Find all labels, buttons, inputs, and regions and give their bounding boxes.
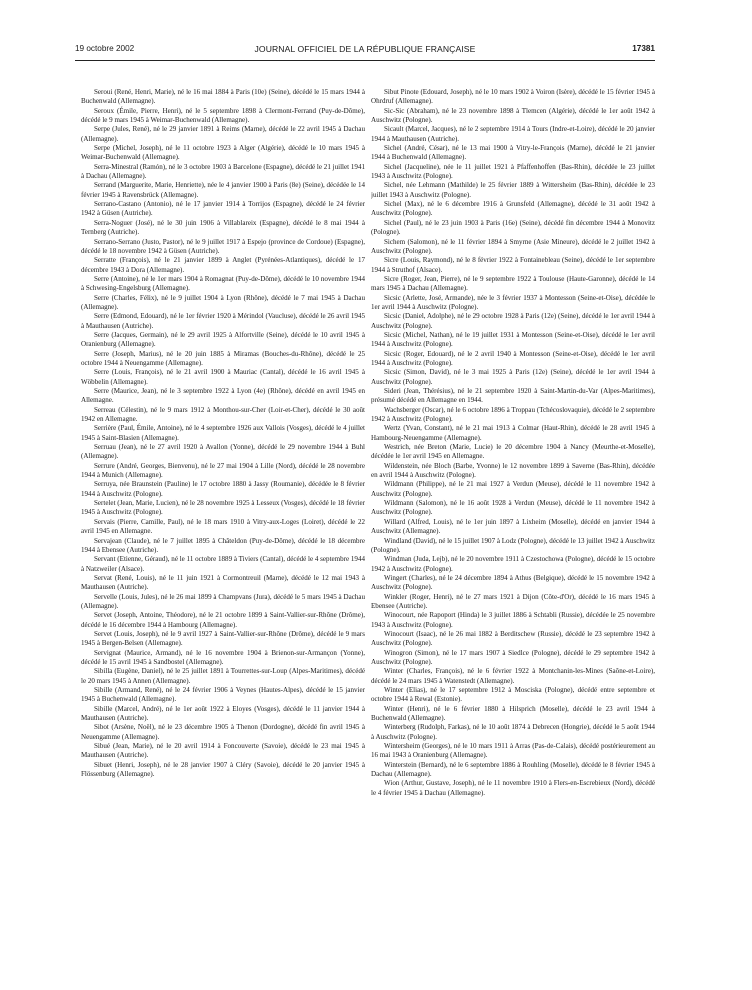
- register-entry: Sichel, née Lehmann (Mathilde) le 25 février 1889 à Wittersheim (Bas-Rhin), décédée le 23 juillet 1943 à Auschwitz (Pologne).: [371, 181, 655, 199]
- register-entry: Wachsberger (Oscar), né le 6 octobre 1896 à Troppau (Tchécoslovaquie), décédé le 2 septembre 1942 à Auschwitz (Pologne).: [371, 405, 655, 424]
- right-column: [371, 88, 655, 958]
- register-entry: Servignat (Maurice, Armand), né le 16 novembre 1904 à Brienon-sur-Armançon (Yonne), décédé le 15 avril 1945 à Sandbostel (Allemagne).: [81, 648, 365, 666]
- register-entry: Sibilla (Eugène, Daniel), né le 25 juillet 1891 à Tourrettes-sur-Loup (Alpes-Maritimes), décédé le 20 mars 1945 à Annen (Allemagne).: [81, 667, 365, 685]
- register-entry: Sichel (Jacqueline), née le 11 juillet 1921 à Pfaffenhoffen (Bas-Rhin), décédée le 23 juillet 1943 à Auschwitz (Pologne).: [371, 162, 655, 181]
- header-date: 19 octobre 2002: [75, 44, 135, 53]
- register-entry: Winogron (Simon), né le 17 mars 1907 à Siedlce (Pologne), décédé le 29 septembre 1942 à Auschwitz (Pologne).: [371, 648, 655, 666]
- register-entry: Wildmann (Philippe), né le 21 mai 1927 à Verdun (Meuse), décédé le 11 novembre 1942 à Auschwitz (Pologne).: [371, 480, 655, 498]
- register-entry: Winter (Elias), né le 17 septembre 1912 à Mosciska (Pologne), décédé entre septembre et octobre 1944 à Rewal (Estonie).: [371, 686, 655, 704]
- register-entry: Serre (Maurice, Jean), né le 3 septembre 1922 à Lyon (4e) (Rhône), décédé en avril 1945 en Allemagne.: [81, 387, 365, 405]
- register-entry: Serra-Noguer (José), né le 30 juin 1906 à Villablareix (Espagne), décédé le 8 mai 1944 à Ternberg (Autriche).: [81, 218, 365, 237]
- register-entry: Westrich, née Breton (Marie, Lucie) le 20 décembre 1904 à Nancy (Meurthe-et-Moselle), décédée le 1er avril 1945 en Allemagne.: [371, 443, 655, 461]
- register-entry: Sic-Sic (Abraham), né le 23 novembre 1898 à Tlemcen (Algérie), décédé le 1er août 1942 à Auschwitz (Pologne).: [371, 106, 655, 125]
- register-entry: Servant (Etienne, Géraud), né le 11 octobre 1889 à Tiviers (Cantal), décédé le 4 septembre 1944 à Natzweiler (Alsace).: [81, 555, 365, 573]
- register-entry: Serpe (Jules, René), né le 29 janvier 1891 à Reims (Marne), décédé le 22 avril 1945 à Dachau (Allemagne).: [81, 125, 365, 143]
- register-entry: Serruya, née Braunstein (Pauline) le 17 octobre 1880 à Jassy (Roumanie), décédée le 8 février 1944 à Auschwitz (Pologne).: [81, 480, 365, 498]
- register-entry: Winter (Henri), né le 6 février 1880 à Hilsprich (Moselle), décédé le 23 avril 1944 à Buchenwald (Allemagne).: [371, 704, 655, 723]
- register-entry: Wion (Arthur, Gustave, Joseph), né le 11 novembre 1910 à Flers-en-Escrebieux (Nord), décédé le 4 février 1945 à Dachau (Allemagne).: [371, 779, 655, 797]
- register-entry: Servelle (Louis, Jules), né le 26 mai 1899 à Champvans (Jura), décédé le 5 mars 1945 à Dachau (Allemagne).: [81, 592, 365, 610]
- register-entry: Sicre (Roger, Jean, Pierre), né le 9 septembre 1922 à Toulouse (Haute-Garonne), décédé le 14 mars 1945 à Dachau (Allemagne).: [371, 274, 655, 293]
- register-entry: Wildmann (Salomon), né le 16 août 1928 à Verdun (Meuse), décédé le 11 novembre 1942 à Auschwitz (Pologne).: [371, 499, 655, 517]
- register-entry: Servet (Louis, Joseph), né le 9 avril 1927 à Saint-Vallier-sur-Rhône (Drôme), décédé le 9 mars 1945 à Bergen-Belsen (Allemagne).: [81, 629, 365, 648]
- register-entry: Sicre (Louis, Raymond), né le 8 février 1922 à Fontainebleau (Seine), décédé le 1er septembre 1944 à Struthof (Alsace).: [371, 256, 655, 274]
- header-rule: [75, 60, 655, 61]
- register-entry: Serpe (Michel, Joseph), né le 11 octobre 1923 à Alger (Algérie), décédé le 10 mars 1945 à Weimar-Buchenwald (Allemagne).: [81, 144, 365, 162]
- register-entry: Serrano-Castano (Antonio), né le 17 janvier 1914 à Torrijos (Espagne), décédé le 24 février 1942 à Güsen (Autriche).: [81, 200, 365, 218]
- register-entry: Wintersheim (Georges), né le 10 mars 1911 à Arras (Pas-de-Calais), décédé postérieurement au 16 mai 1943 à Oranienburg (Allemagne).: [371, 742, 655, 760]
- register-entry: Serrure (André, Georges, Bienvenu), né le 27 mai 1904 à Lille (Nord), décédé le 28 novembre 1944 à Munich (Allemagne).: [81, 461, 365, 480]
- register-entry: Sicsic (Michel, Nathan), né le 19 juillet 1931 à Montesson (Seine-et-Oise), décédé le 1er avril 1944 à Auschwitz (Pologne).: [371, 330, 655, 349]
- register-entry: Winocourt, née Rapoport (Hinda) le 3 juillet 1886 à Schtabli (Russie), décédée le 25 novembre 1943 à Auschwitz (Pologne).: [371, 611, 655, 629]
- register-entry: Wingert (Charles), né le 24 décembre 1894 à Athus (Belgique), décédé le 15 novembre 1942 à Auschwitz (Pologne).: [371, 573, 655, 592]
- register-entry: Serruau (Jean), né le 27 avril 1920 à Avallon (Yonne), décédé le 29 novembre 1944 à Buhl (Allemagne).: [81, 443, 365, 461]
- register-entry: Serre (Antoine), né le 1er mars 1904 à Romagnat (Puy-de-Dôme), décédé le 10 novembre 1944 à Schwesing-Engelsburg (Allemagne).: [81, 274, 365, 293]
- register-entry: Sichel (André, César), né le 13 mai 1900 à Vitry-le-François (Marne), décédé le 21 janvier 1944 à Buchenwald (Allemagne).: [371, 144, 655, 162]
- register-entry: Seroui (René, Henri, Marie), né le 16 mai 1884 à Paris (10e) (Seine), décédé le 15 mars 1944 à Buchenwald (Allemagne).: [81, 88, 365, 106]
- register-entry: Sicsic (Roger, Edouard), né le 2 avril 1940 à Montesson (Seine-et-Oise), décédé le 1er avril 1944 à Auschwitz (Pologne).: [371, 349, 655, 367]
- register-entry: Serrano-Serrano (Justo, Pastor), né le 9 juillet 1917 à Espejo (province de Cordoue) (Espagne), décédé le 18 novembre 1942 à Güsen (Autriche).: [81, 237, 365, 255]
- register-entry: Winter (Charles, François), né le 6 février 1922 à Montchanin-les-Mines (Saône-et-Loire), décédé le 24 mars 1945 à Watenstedt (Allemagne).: [371, 667, 655, 685]
- register-entry: Serre (Joseph, Marius), né le 20 juin 1885 à Miramas (Bouches-du-Rhône), décédé le 25 octobre 1944 à Neuengamme (Allemagne).: [81, 349, 365, 367]
- register-entry: Sicsic (Daniel, Adolphe), né le 29 octobre 1928 à Paris (12e) (Seine), décédé le 1er avril 1944 à Auschwitz (Pologne).: [371, 312, 655, 330]
- register-entry: Servet (Joseph, Antoine, Théodore), né le 21 octobre 1899 à Saint-Vallier-sur-Rhône (Drôme), décédé le 16 décembre 1944 à Hambourg (Allemagne).: [81, 611, 365, 629]
- register-entry: Servat (René, Louis), né le 11 juin 1921 à Cormontreuil (Marne), décédé le 12 mai 1943 à Mauthausen (Autriche).: [81, 573, 365, 592]
- register-entry: Serre (Edmond, Edouard), né le 1er février 1920 à Mérindol (Vaucluse), décédé le 26 avril 1945 à Mauthausen (Autriche).: [81, 312, 365, 330]
- register-entry: Servajean (Claude), né le 7 juillet 1895 à Châteldon (Puy-de-Dôme), décédé le 18 décembre 1944 à Ebensee (Autriche).: [81, 536, 365, 554]
- register-entry: Sibut Pinote (Edouard, Joseph), né le 10 mars 1902 à Voiron (Isère), décédé le 15 février 1945 à Ohrdruf (Allemagne).: [371, 88, 655, 106]
- register-entry: Sicsic (Arlette, José, Armande), née le 3 février 1937 à Montesson (Seine-et-Oise), décédée le 1er avril 1944 à Auschwitz (Pologne).: [371, 293, 655, 311]
- register-entry: Sibot (Arsène, Noël), né le 23 décembre 1905 à Thenon (Dordogne), décédé fin avril 1945 à Neuengamme (Allemagne).: [81, 723, 365, 741]
- register-entry: Sichel (Max), né le 6 décembre 1916 à Grunsfeld (Allemagne), décédé le 31 août 1942 à Auschwitz (Pologne).: [371, 200, 655, 218]
- register-entry: Sertelet (Jean, Marie, Lucien), né le 28 novembre 1925 à Lesseux (Vosges), décédé le 18 février 1945 à Auschwitz (Pologne).: [81, 499, 365, 517]
- register-entry: Serra-Minestral (Ramón), né le 3 octobre 1903 à Barcelone (Espagne), décédé le 21 juillet 1941 à Dachau (Allemagne).: [81, 162, 365, 181]
- register-entry: Serreau (Célestin), né le 9 mars 1912 à Monthou-sur-Cher (Loir-et-Cher), décédé le 30 août 1942 en Allemagne.: [81, 405, 365, 424]
- page-number: 17381: [632, 44, 655, 53]
- register-entry: Sichel (Paul), né le 23 juin 1903 à Paris (16e) (Seine), décédé fin décembre 1944 à Monovitz (Pologne).: [371, 218, 655, 237]
- left-column: [81, 88, 365, 958]
- register-entry: Winocourt (Isaac), né le 26 mai 1882 à Berditschew (Russie), décédé le 23 septembre 1942 à Auschwitz (Pologne).: [371, 629, 655, 648]
- register-entry: Sichem (Salomon), né le 11 février 1894 à Smyrne (Asie Mineure), décédé le 2 juillet 1942 à Auschwitz (Pologne).: [371, 237, 655, 255]
- register-entry: Serre (Louis, François), né le 21 avril 1900 à Mauriac (Cantal), décédé le 16 avril 1945 à Wöbbelin (Allemagne).: [81, 368, 365, 386]
- register-entry: Servais (Pierre, Camille, Paul), né le 18 mars 1910 à Vitry-aux-Loges (Loiret), décédé le 22 avril 1945 en Allemagne.: [81, 517, 365, 536]
- register-entry: Serrand (Marguerite, Marie, Henriette), née le 4 janvier 1900 à Paris (8e) (Seine), décédée le 14 février 1945 à Ravensbrück (Allemagne).: [81, 181, 365, 199]
- journal-title: JOURNAL OFFICIEL DE LA RÉPUBLIQUE FRANÇAISE: [254, 44, 476, 54]
- register-entry: Serre (Charles, Félix), né le 9 juillet 1904 à Lyon (Rhône), décédé le 7 mai 1945 à Dachau (Allemagne).: [81, 293, 365, 311]
- register-entry: Sibille (Marcel, André), né le 1er août 1922 à Eloyes (Vosges), décédé le 11 janvier 1944 à Mauthausen (Autriche).: [81, 704, 365, 723]
- page-header: [75, 44, 655, 58]
- register-entry: Sideri (Jean, Thérésius), né le 21 septembre 1920 à Saint-Martin-du-Var (Alpes-Maritimes), présumé décédé en Allemagne en 1944.: [371, 387, 655, 405]
- register-entry: Sicsic (Simon, David), né le 3 mai 1925 à Paris (12e) (Seine), décédé le 1er avril 1944 à Auschwitz (Pologne).: [371, 368, 655, 386]
- register-entry: Willard (Alfred, Louis), né le 1er juin 1897 à Lixheim (Moselle), décédé en janvier 1944 à Auschwitz (Allemagne).: [371, 517, 655, 536]
- register-entry: Serratte (François), né le 21 janvier 1899 à Anglet (Pyrénées-Atlantiques), décédé le 17 décembre 1943 à Dora (Allemagne).: [81, 256, 365, 274]
- register-entry: Windman (Juda, Lejb), né le 20 novembre 1911 à Czestochowa (Pologne), décédé le 15 octobre 1942 à Auschwitz (Pologne).: [371, 555, 655, 573]
- register-entry: Serre (Jacques, Germain), né le 29 avril 1925 à Alfortville (Seine), décédé le 10 avril 1945 à Oranienburg (Allemagne).: [81, 330, 365, 349]
- register-entry: Winterberg (Rudolph, Farkas), né le 10 août 1874 à Debrecen (Hongrie), décédé le 5 août 1944 à Auschwitz (Pologne).: [371, 723, 655, 741]
- register-entry: Wildenstein, née Bloch (Barbe, Yvonne) le 12 novembre 1899 à Saverne (Bas-Rhin), décédée en avril 1944 à Auschwitz (Pologne).: [371, 461, 655, 480]
- register-entry: Serrière (Paul, Émile, Antoine), né le 4 septembre 1926 aux Vallois (Vosges), décédé le 4 juillet 1945 à Saint-Blasien (Allemagne).: [81, 424, 365, 442]
- register-entry: Sibille (Armand, René), né le 24 février 1906 à Veynes (Hautes-Alpes), décédé le 15 janvier 1945 à Buchenwald (Allemagne).: [81, 686, 365, 704]
- register-entry: Winkler (Roger, Henri), né le 27 mars 1921 à Dijon (Côte-d'Or), décédé le 16 mars 1945 à Ebensee (Autriche).: [371, 592, 655, 610]
- register-entry: Winterstein (Bernard), né le 6 septembre 1886 à Rouhling (Moselle), décédé le 8 février 1945 à Dachau (Allemagne).: [371, 760, 655, 779]
- register-entry: Sibué (Jean, Marie), né le 20 avril 1914 à Foncouverte (Savoie), décédé le 23 mai 1945 à Mauthausen (Autriche).: [81, 742, 365, 760]
- register-entry: Sicault (Marcel, Jacques), né le 2 septembre 1914 à Tours (Indre-et-Loire), décédé le 20 janvier 1944 à Mauthausen (Autriche).: [371, 125, 655, 143]
- register-entry: Windland (David), né le 15 juillet 1907 à Lodz (Pologne), décédé le 13 juillet 1942 à Auschwitz (Pologne).: [371, 536, 655, 554]
- register-entry: Seroux (Émile, Pierre, Henri), né le 5 septembre 1898 à Clermont-Ferrand (Puy-de-Dôme), décédé le 9 mars 1945 à Weimar-Buchenwald (Allemagne).: [81, 106, 365, 125]
- register-entry: Sibuet (Henri, Joseph), né le 28 janvier 1907 à Cléry (Savoie), décédé le 20 janvier 1945 à Flössenburg (Allemagne).: [81, 760, 365, 779]
- register-entry: Wertz (Yvan, Constant), né le 21 mai 1913 à Colmar (Haut-Rhin), décédé le 28 avril 1945 à Hambourg-Neuengamme (Allemagne).: [371, 424, 655, 442]
